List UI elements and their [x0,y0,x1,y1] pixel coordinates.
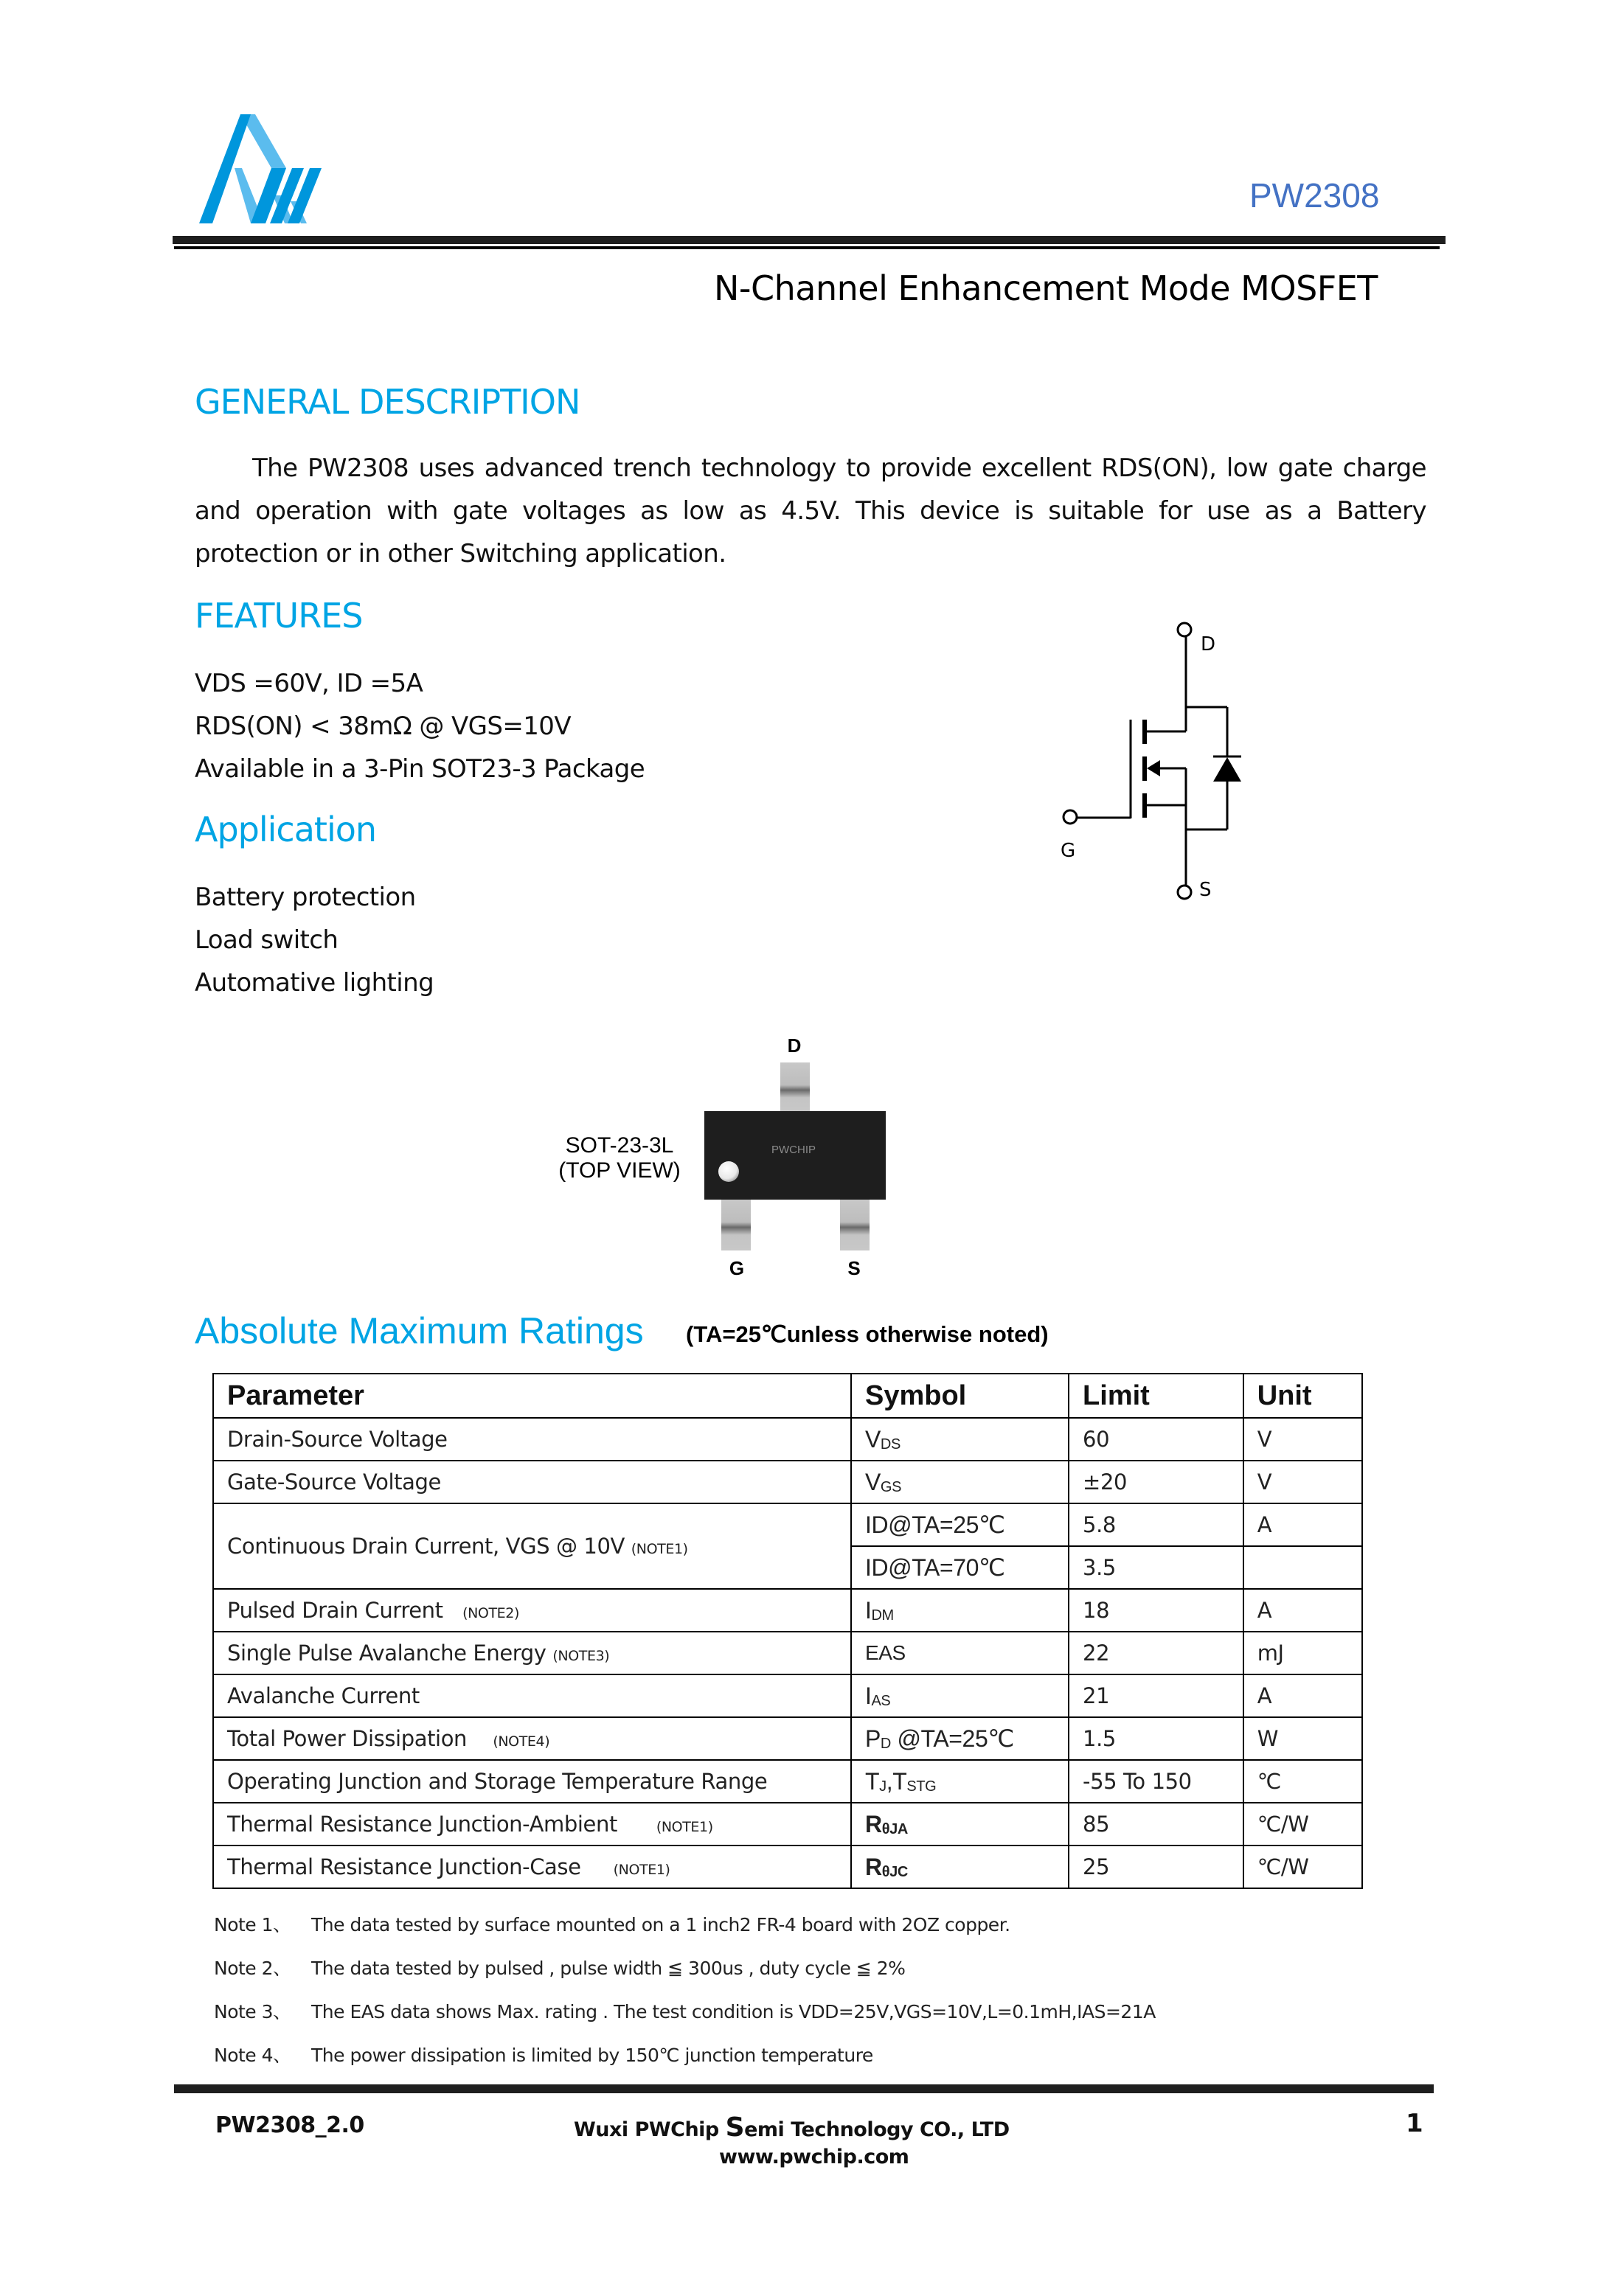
application-heading: Application [195,810,377,849]
note-reference: (NOTE3) [552,1648,610,1664]
parameter-cell [213,1846,851,1888]
symbol-text: I [864,1596,872,1624]
parameter-text: Thermal Resistance Junction-Case [227,1854,581,1879]
unit-cell: ℃/W [1243,1803,1362,1846]
table-row [213,1674,1362,1717]
symbol-cell [851,1418,1069,1461]
symbol-subscript: θJC [881,1863,908,1880]
symbol-text: T [864,1767,880,1795]
unit-cell: A [1243,1674,1362,1717]
note-reference: (NOTE1) [656,1819,713,1835]
symbol-subscript: GS [880,1478,902,1495]
unit-cell: V [1243,1418,1362,1461]
symbol-subscript: J [879,1778,886,1795]
symbol-cell [851,1503,1069,1546]
symbol-text-2: ,T [886,1767,907,1795]
table-row [213,1846,1362,1888]
parameter-text: Operating Junction and Storage Temperature Range [227,1769,768,1794]
symbol-subscript: θJA [881,1820,908,1837]
note-item [214,1914,1156,1958]
column-header-parameter: Parameter [213,1374,851,1418]
parameter-text: Gate-Source Voltage [227,1469,441,1495]
note-text: The EAS data shows Max. rating . The test condition is VDD=25V,VGS=10V,L=0.1mH,IAS=21A [311,2001,1156,2022]
unit-cell [1243,1546,1362,1589]
parameter-text: Pulsed Drain Current [227,1598,443,1623]
note-reference: (NOTE1) [613,1862,670,1878]
symbol-condition: @TA=25℃ [890,1725,1014,1752]
header-rule-thick [173,236,1446,244]
abs-max-condition: (TA=25℃unless otherwise noted) [686,1321,1049,1347]
unit-cell: ℃ [1243,1760,1362,1803]
package-name: SOT-23-3L [565,1133,674,1158]
table-row [213,1418,1362,1461]
limit-cell: 3.5 [1069,1546,1243,1589]
unit-cell: ℃/W [1243,1846,1362,1888]
symbol-cell [851,1461,1069,1503]
note-item [214,2045,1156,2088]
limit-cell: -55 To 150 [1069,1760,1243,1803]
company-name-part: S [725,2112,745,2143]
limit-cell: 25 [1069,1846,1243,1888]
symbol-cell [851,1760,1069,1803]
document-title: N-Channel Enhancement Mode MOSFET [714,268,1378,308]
parameter-cell [213,1503,851,1589]
table-row [213,1760,1362,1803]
symbol-text: EAS [864,1641,906,1664]
note-label: Note 1、 [214,1914,291,1935]
note-text: The data tested by surface mounted on a 1 inch2 FR-4 board with 2OZ copper. [311,1914,1010,1935]
footer-website-link[interactable]: www.pwchip.com [719,2146,909,2168]
abs-max-ratings-table [212,1373,1363,1889]
limit-cell: 22 [1069,1632,1243,1674]
package-pin-g: G [729,1257,745,1279]
symbol-cell [851,1589,1069,1632]
limit-cell: 21 [1069,1674,1243,1717]
note-reference: (NOTE4) [493,1733,550,1750]
parameter-cell [213,1674,851,1717]
abs-max-ratings-heading: Absolute Maximum Ratings [195,1310,644,1351]
unit-cell: V [1243,1461,1362,1503]
symbol-text: V [864,1425,881,1453]
limit-cell: 5.8 [1069,1503,1243,1546]
package-pin-s: S [847,1257,861,1279]
parameter-text: Continuous Drain Current, VGS @ 10V [227,1534,625,1559]
features-heading: FEATURES [195,596,363,636]
symbol-cell [851,1717,1069,1760]
parameter-cell [213,1717,851,1760]
feature-item: VDS =60V, ID =5A [195,669,423,698]
column-header-unit: Unit [1243,1374,1362,1418]
general-description-body: The PW2308 uses advanced trench technology to provide excellent RDS(ON), low gate charge and operation with gate voltages as low as 4.5V. This device is suitable for use as a Battery protection or in other Switching application. [195,453,1426,568]
unit-cell: A [1243,1503,1362,1546]
limit-cell: 60 [1069,1418,1243,1461]
gate-pin-label: G [1061,840,1076,862]
unit-cell: mJ [1243,1632,1362,1674]
note-text: The power dissipation is limited by 150℃ junction temperature [311,2045,873,2066]
application-list [195,876,434,1004]
note-label: Note 4、 [214,2045,291,2066]
notes-list [214,1914,1156,2088]
source-pin-label: S [1199,879,1212,901]
symbol-text: ID@TA=70℃ [864,1554,1005,1581]
parameter-text: Drain-Source Voltage [227,1427,448,1452]
symbol-text: ID@TA=25℃ [864,1511,1005,1538]
symbol-cell [851,1546,1069,1589]
note-item [214,2001,1156,2045]
note-text: The data tested by pulsed , pulse width ≦ 300us , duty cycle ≦ 2% [311,1958,906,1979]
parameter-cell [213,1803,851,1846]
symbol-subscript: AS [871,1692,891,1709]
features-list [195,662,645,790]
pwchip-logo [199,114,376,229]
limit-cell: 18 [1069,1589,1243,1632]
parameter-cell [213,1418,851,1461]
note-reference: (NOTE1) [631,1541,688,1557]
parameter-text: Avalanche Current [227,1683,420,1708]
part-number: PW2308 [1249,176,1380,215]
table-row [213,1632,1362,1674]
application-item: Load switch [195,925,339,955]
company-name-part: emi Technology CO., LTD [744,2118,1010,2141]
symbol-text: R [864,1810,882,1837]
limit-cell: 1.5 [1069,1717,1243,1760]
parameter-cell [213,1760,851,1803]
note-label: Note 3、 [214,2001,291,2022]
unit-cell: W [1243,1717,1362,1760]
symbol-text: R [864,1853,882,1880]
parameter-cell [213,1589,851,1632]
sot23-package-diagram [546,1025,959,1298]
note-item [214,1958,1156,2001]
symbol-text: I [864,1682,872,1709]
table-row [213,1717,1362,1760]
table-row [213,1589,1362,1632]
package-view: (TOP VIEW) [558,1158,681,1183]
company-name-part: Wuxi PWChip [574,2118,726,2141]
general-description-text [195,447,1426,575]
symbol-cell [851,1803,1069,1846]
symbol-subscript: DS [880,1436,901,1453]
mosfet-schematic-diagram [1033,605,1328,929]
symbol-subscript-2: STG [906,1778,937,1795]
package-pin-d: D [787,1034,802,1057]
column-header-symbol: Symbol [851,1374,1069,1418]
symbol-cell [851,1632,1069,1674]
parameter-text: Total Power Dissipation [227,1726,468,1751]
drain-pin-label: D [1201,633,1216,655]
symbol-subscript: DM [871,1607,894,1624]
page-number: 1 [1406,2109,1423,2138]
application-item: Battery protection [195,883,416,912]
parameter-text: Single Pulse Avalanche Energy [227,1641,546,1666]
header-rule-thin [174,246,1440,249]
limit-cell: 85 [1069,1803,1243,1846]
application-item: Automative lighting [195,968,434,998]
symbol-text: P [864,1725,881,1752]
footer-doc-version: PW2308_2.0 [215,2112,364,2138]
symbol-cell [851,1674,1069,1717]
unit-cell: A [1243,1589,1362,1632]
feature-item: RDS(ON) < 38mΩ @ VGS=10V [195,712,571,741]
table-row [213,1803,1362,1846]
footer-company [574,2112,1010,2143]
general-description-heading: GENERAL DESCRIPTION [195,382,580,422]
note-reference: (NOTE2) [462,1605,519,1621]
table-row [213,1503,1362,1546]
parameter-cell [213,1632,851,1674]
feature-item: Available in a 3-Pin SOT23-3 Package [195,754,645,784]
parameter-cell [213,1461,851,1503]
symbol-cell [851,1846,1069,1888]
note-label: Note 2、 [214,1958,291,1979]
symbol-text: V [864,1468,881,1495]
parameter-text: Thermal Resistance Junction-Ambient [227,1812,617,1837]
symbol-subscript: D [880,1736,891,1752]
column-header-limit: Limit [1069,1374,1243,1418]
footer-rule [174,2084,1434,2093]
limit-cell: ±20 [1069,1461,1243,1503]
package-marking: PWCHIP [771,1144,816,1156]
table-header-row [213,1374,1362,1418]
table-row [213,1461,1362,1503]
